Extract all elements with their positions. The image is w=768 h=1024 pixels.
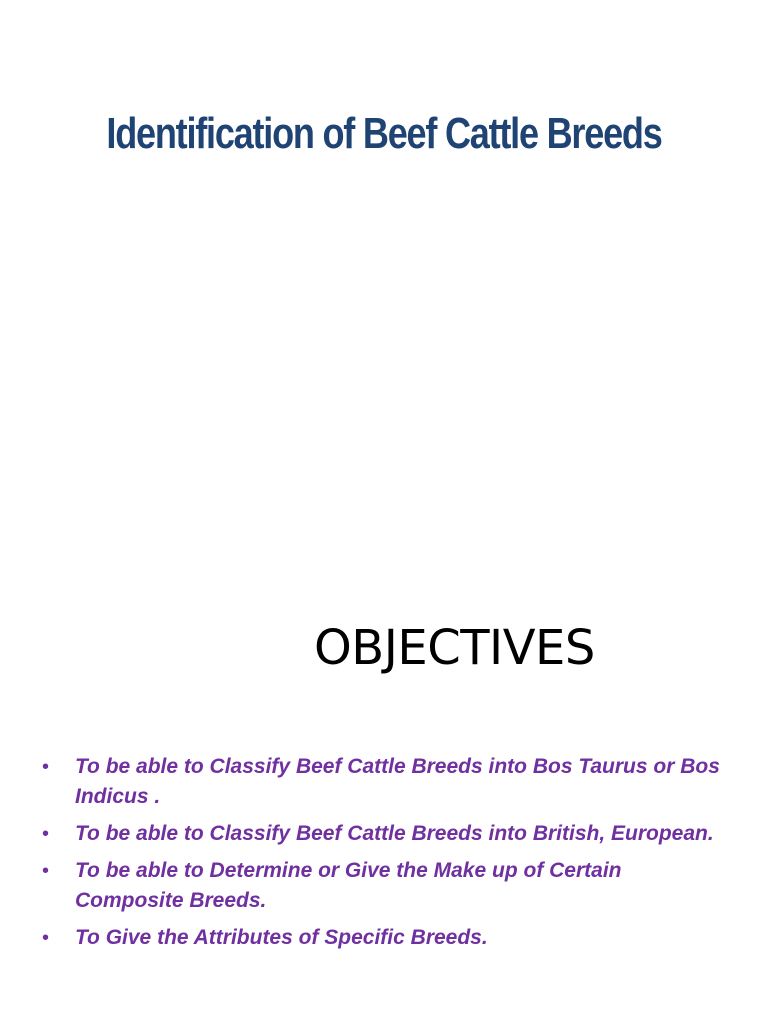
objective-text: To be able to Classify Beef Cattle Breeds into Bos Taurus or Bos Indicus .	[75, 755, 720, 808]
objective-text: To be able to Determine or Give the Make up of Certain Composite Breeds.	[75, 859, 622, 912]
bullet-icon: •	[42, 756, 50, 778]
bullet-icon: •	[42, 927, 50, 949]
objective-item-4	[40, 923, 730, 953]
objective-item-1	[40, 752, 730, 812]
objective-text: To Give the Attributes of Specific Breeds.	[75, 926, 488, 949]
objective-text: To be able to Classify Beef Cattle Breeds into British, European.	[75, 822, 714, 845]
slide-title: Identification of Beef Cattle Breeds	[106, 109, 662, 158]
bullet-icon: •	[42, 860, 50, 882]
objectives-list	[40, 752, 730, 960]
bullet-icon: •	[42, 823, 50, 845]
objective-item-2	[40, 819, 730, 849]
objectives-heading: OBJECTIVES	[314, 620, 595, 676]
objective-item-3	[40, 856, 730, 916]
